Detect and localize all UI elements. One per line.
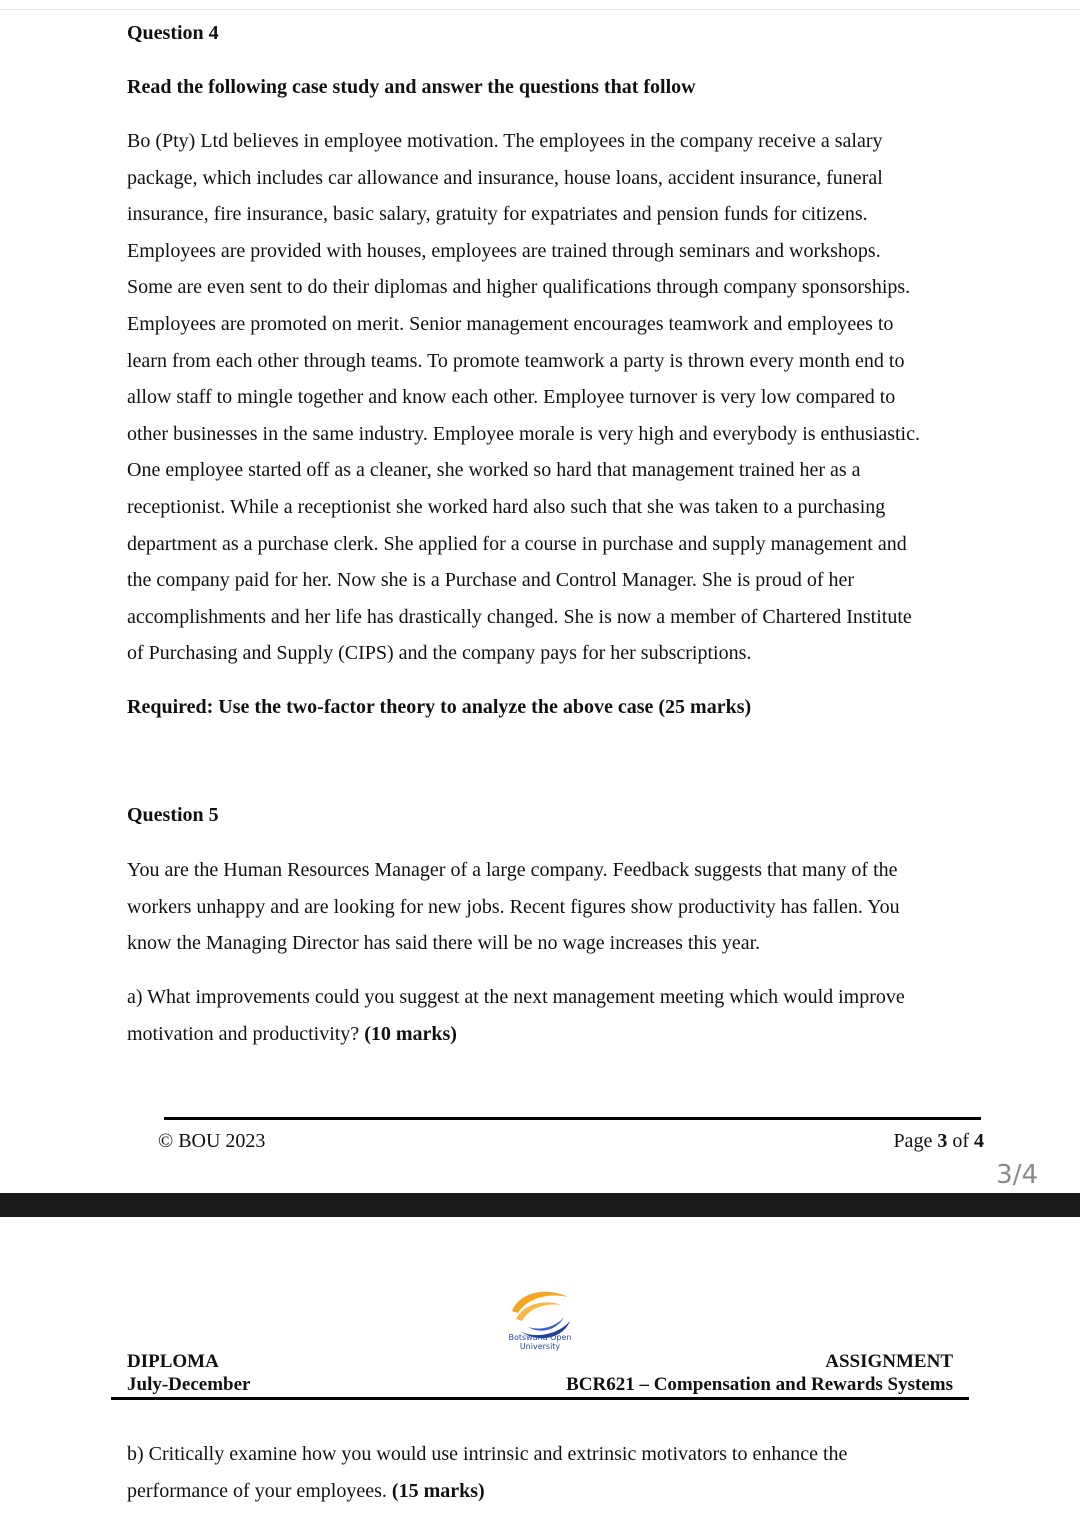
header-rule <box>111 1397 969 1400</box>
case-line: Employees are promoted on merit. Senior management encourages teamwork and employees to <box>127 312 894 335</box>
header-course: BCR621 – Compensation and Rewards Systems <box>566 1374 953 1395</box>
header-program: DIPLOMA <box>127 1351 219 1372</box>
page-current: 3 <box>937 1130 948 1152</box>
case-line: Some are even sent to do their diplomas and higher qualifications through company sponsorships. <box>127 276 911 299</box>
case-line: receptionist. While a receptionist she worked hard also such that she was taken to a purchasing <box>127 495 886 518</box>
question-4-title: Question 4 <box>127 22 219 44</box>
header-left <box>127 1350 250 1396</box>
question-5-part-b <box>127 1436 953 1509</box>
intro-line: You are the Human Resources Manager of a large company. Feedback suggests that many of the <box>127 859 898 881</box>
case-line: Bo (Pty) Ltd believes in employee motivation. The employees in the company receive a salary <box>127 130 883 152</box>
question-4-required-block <box>127 694 953 720</box>
part-b-line: b) Critically examine how you would use intrinsic and extrinsic motivators to enhance the <box>127 1443 848 1465</box>
case-line: the company paid for her. Now she is a Purchase and Control Manager. She is proud of her <box>127 569 855 592</box>
footer-page-number <box>893 1129 984 1153</box>
case-line: package, which includes car allowance and insurance, house loans, accident insurance, funeral <box>127 166 883 189</box>
part-b-line-2 <box>127 1473 953 1510</box>
page-prefix: Page <box>893 1130 938 1152</box>
header-term: July-December <box>127 1374 251 1395</box>
logo-blue-swoosh-2 <box>528 1317 564 1331</box>
case-line: insurance, fire insurance, basic salary, gratuity for expatriates and pension funds for citizens. <box>127 203 868 226</box>
header-doc-type: ASSIGNMENT <box>825 1351 953 1372</box>
logo-caption <box>497 1333 583 1351</box>
part-a-line: a) What improvements could you suggest at the next management meeting which would improve <box>127 986 905 1008</box>
question-4-section <box>127 20 953 46</box>
part-b-text: performance of your employees. <box>127 1479 387 1502</box>
case-line: One employee started off as a cleaner, she worked so hard that management trained her as a <box>127 459 861 482</box>
page-total: 4 <box>974 1130 984 1152</box>
case-line: department as a purchase clerk. She applied for a course in purchase and supply management and <box>127 532 907 555</box>
footer-rule <box>164 1117 981 1120</box>
case-study-paragraph <box>127 123 953 672</box>
part-a-text: motivation and productivity? <box>127 1022 360 1045</box>
page-of: of <box>947 1130 974 1152</box>
intro-line: know the Managing Director has said there will be no wage increases this year. <box>127 932 761 955</box>
case-line: other businesses in the same industry. Employee morale is very high and everybody is enthusiastic. <box>127 422 920 445</box>
logo-caption-line: Botswana Open <box>508 1333 572 1342</box>
question-5-section <box>127 802 953 828</box>
case-line: allow staff to mingle together and know each other. Employee turnover is very low compared to <box>127 386 896 409</box>
question-5-intro <box>127 852 953 962</box>
question-4-instruction-block <box>127 74 953 100</box>
part-a-line-2 <box>127 1016 953 1053</box>
page-separator <box>0 1193 1080 1217</box>
viewer-page-indicator: 3/4 <box>996 1160 1038 1190</box>
question-5-part-a <box>127 979 953 1052</box>
logo-caption-line: University <box>519 1342 561 1351</box>
footer-copyright: © BOU 2023 <box>158 1130 266 1152</box>
page-top-border <box>0 9 1080 10</box>
intro-line: workers unhappy and are looking for new jobs. Recent figures show productivity has fallen. You <box>127 895 900 918</box>
case-line: learn from each other through teams. To promote teamwork a party is thrown every month end to <box>127 349 905 372</box>
case-line: of Purchasing and Supply (CIPS) and the company pays for her subscriptions. <box>127 642 752 665</box>
case-line: accomplishments and her life has drastically changed. She is now a member of Chartered Institute <box>127 605 912 628</box>
case-line: Employees are provided with houses, employees are trained through seminars and workshops. <box>127 239 881 262</box>
question-5-title: Question 5 <box>127 804 219 826</box>
header-right <box>566 1350 953 1396</box>
part-a-marks: (10 marks) <box>364 1022 457 1045</box>
logo-orange-arc <box>512 1292 568 1313</box>
question-4-required: Required: Use the two-factor theory to analyze the above case (25 marks) <box>127 696 752 718</box>
part-b-marks: (15 marks) <box>391 1479 485 1502</box>
question-4-instruction: Read the following case study and answer the questions that follow <box>127 76 696 98</box>
